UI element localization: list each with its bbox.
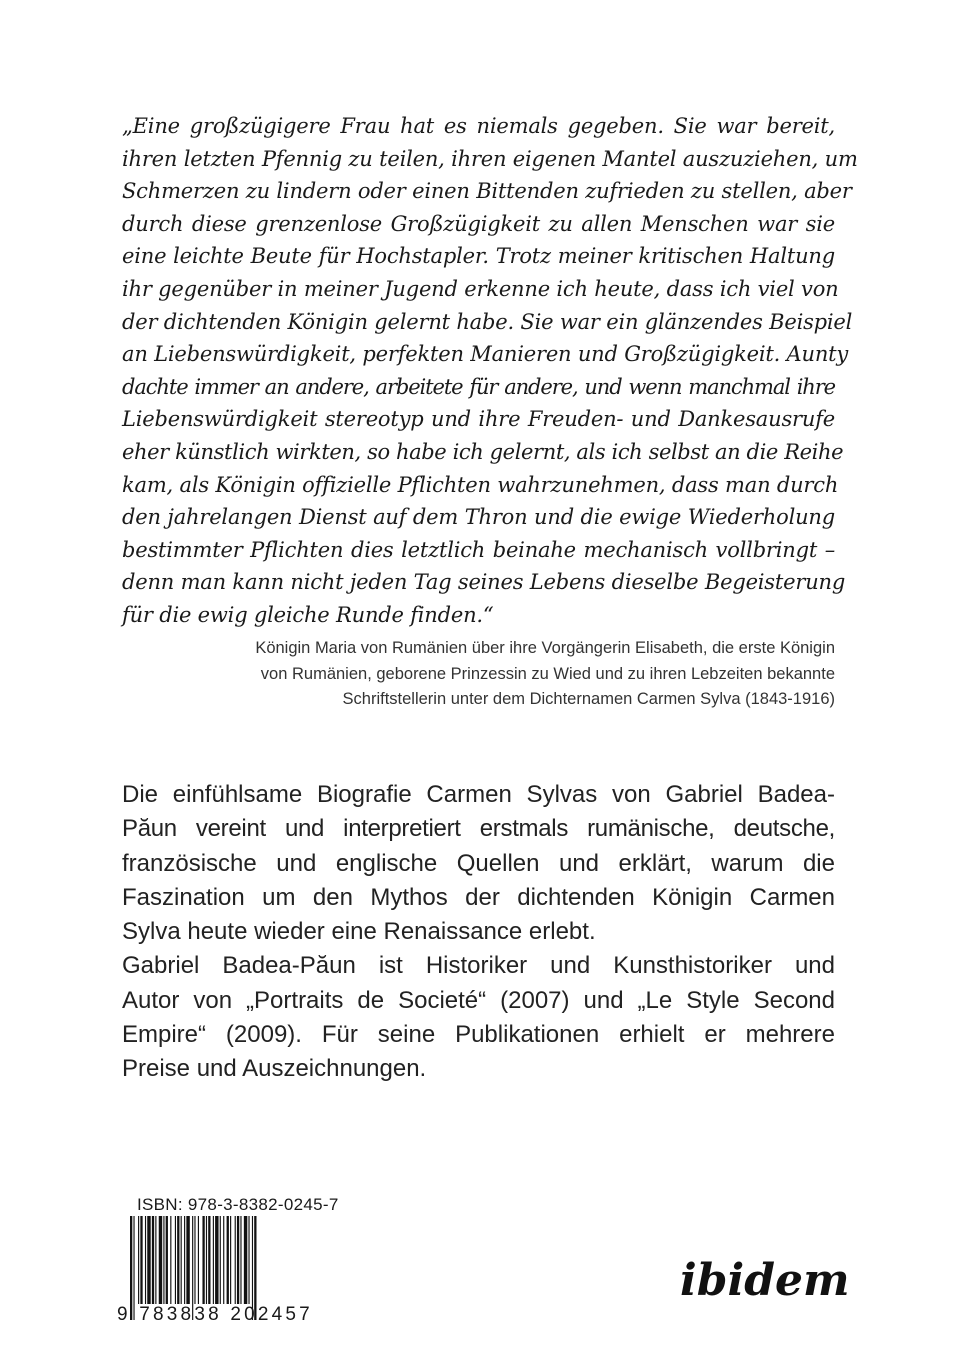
quote-line: Schmerzen zu lindern oder einen Bittenden zufrieden zu stellen, aber bbox=[122, 179, 852, 204]
barcode-bar bbox=[186, 1216, 189, 1304]
barcode-digits: 9 783838 202457 bbox=[117, 1304, 313, 1325]
blurb-line: Autor von „Portraits de Societé“ (2007) und „Le Style Second bbox=[122, 986, 835, 1014]
barcode-bar bbox=[138, 1216, 139, 1304]
isbn-label: ISBN: 978-3-8382-0245-7 bbox=[137, 1195, 339, 1214]
barcode-bar bbox=[152, 1216, 154, 1304]
barcode-bar bbox=[215, 1216, 218, 1304]
quote-line: der dichtenden Königin gelernt habe. Sie war ein glänzendes Beispiel bbox=[122, 309, 853, 334]
quote-line: ihren letzten Pfennig zu teilen, ihren eigenen Mantel auszuziehen, um bbox=[122, 146, 858, 171]
barcode-bar bbox=[230, 1216, 231, 1304]
barcode-bar bbox=[223, 1216, 224, 1304]
barcode-bar bbox=[237, 1216, 239, 1304]
quote-line: an Liebenswürdigkeit, perfekten Manieren und Großzügigkeit. Aunty bbox=[122, 342, 849, 367]
attribution-line: von Rumänien, geborene Prinzessin zu Wied und zu ihren Lebzeiten bekannte bbox=[260, 664, 835, 683]
quote-line: für die ewig gleiche Runde finden.“ bbox=[122, 602, 494, 627]
barcode-bar bbox=[244, 1216, 247, 1304]
barcode-bar bbox=[227, 1216, 229, 1304]
quote-line: dachte immer an andere, arbeitete für andere, und wenn manchmal ihre bbox=[122, 374, 835, 399]
barcode-bar bbox=[177, 1216, 179, 1304]
quote-line: denn man kann nicht jeden Tag seines Lebens dieselbe Begeisterung bbox=[122, 570, 846, 595]
barcode-bar bbox=[184, 1216, 185, 1304]
book-blurb bbox=[122, 778, 835, 1087]
blurb-line: Preise und Auszeichnungen. bbox=[122, 1055, 427, 1083]
blurb-line: Die einfühlsame Biografie Carmen Sylvas von Gabriel Badea- bbox=[122, 781, 835, 808]
barcode-bar bbox=[213, 1216, 214, 1304]
barcode-bar bbox=[220, 1216, 221, 1304]
quote-line: durch diese grenzenlose Großzügigkeit zu allen Menschen war sie bbox=[122, 211, 835, 236]
barcode-bar bbox=[194, 1216, 195, 1304]
barcode-bar bbox=[235, 1216, 236, 1304]
quote-line: „Eine großzügigere Frau hat es niemals gegeben. Sie war bereit, bbox=[122, 114, 835, 138]
barcode-bar bbox=[240, 1216, 241, 1304]
barcode-bar bbox=[163, 1216, 164, 1304]
blurb-line: Faszination um den Mythos der dichtenden Königin Carmen bbox=[122, 883, 835, 911]
quote-line: den jahrelangen Dienst auf dem Thron und die ewige Wiederholung bbox=[122, 505, 835, 530]
barcode-bar bbox=[170, 1216, 171, 1304]
quote-line: eher künstlich wirkten, so habe ich gelernt, als ich selbst an die Reihe bbox=[122, 439, 844, 464]
blurb-line: Sylva heute wieder eine Renaissance erlebt. bbox=[122, 918, 596, 946]
barcode-bar bbox=[140, 1216, 142, 1304]
barcode-bar bbox=[155, 1216, 156, 1304]
quote-block bbox=[122, 110, 858, 632]
blurb-line: Gabriel Badea-Păun ist Historiker und Kunsthistoriker und bbox=[122, 952, 835, 980]
barcode-bar bbox=[248, 1216, 249, 1304]
barcode-bar bbox=[198, 1216, 199, 1304]
quote-line: eine leichte Beute für Hochstapler. Trotz meiner kritischen Haltung bbox=[122, 244, 835, 269]
blurb-line: französische und englische Quellen und erklärt, warum die bbox=[122, 849, 835, 877]
publisher-logo: ibidem bbox=[680, 1255, 850, 1306]
blurb-line: Empire“ (2009). Für seine Publikationen erhielt er mehrere bbox=[122, 1021, 835, 1049]
barcode-bar bbox=[166, 1216, 168, 1304]
quote-attribution bbox=[122, 636, 835, 713]
barcode-bar bbox=[147, 1216, 150, 1304]
attribution-line: Königin Maria von Rumänien über ihre Vorgängerin Elisabeth, die erste Königin bbox=[255, 639, 835, 657]
blurb-line: Păun vereint und interpretiert erstmals rumänische, deutsche, bbox=[122, 815, 835, 843]
barcode-bar bbox=[208, 1216, 210, 1304]
quote-line: kam, als Königin offizielle Pflichten wahrzunehmen, dass man durch bbox=[122, 472, 839, 497]
barcode-bar bbox=[175, 1216, 176, 1304]
quote-line: bestimmter Pflichten dies letztlich beinahe mechanisch vollbringt – bbox=[122, 537, 835, 562]
barcode-bar bbox=[206, 1216, 207, 1304]
quote-line: Liebenswürdigkeit stereotyp und ihre Freuden- und Dankesausrufe bbox=[122, 407, 835, 432]
barcode-bar bbox=[202, 1216, 204, 1304]
barcode-bar bbox=[159, 1216, 162, 1304]
quote-line: ihr gegenüber in meiner Jugend erkenne ich heute, dass ich viel von bbox=[122, 276, 839, 301]
barcode-bar bbox=[145, 1216, 146, 1304]
barcode-bar bbox=[181, 1216, 182, 1304]
attribution-line: Schriftstellerin unter dem Dichternamen Carmen Sylva (1843-1916) bbox=[342, 690, 835, 709]
